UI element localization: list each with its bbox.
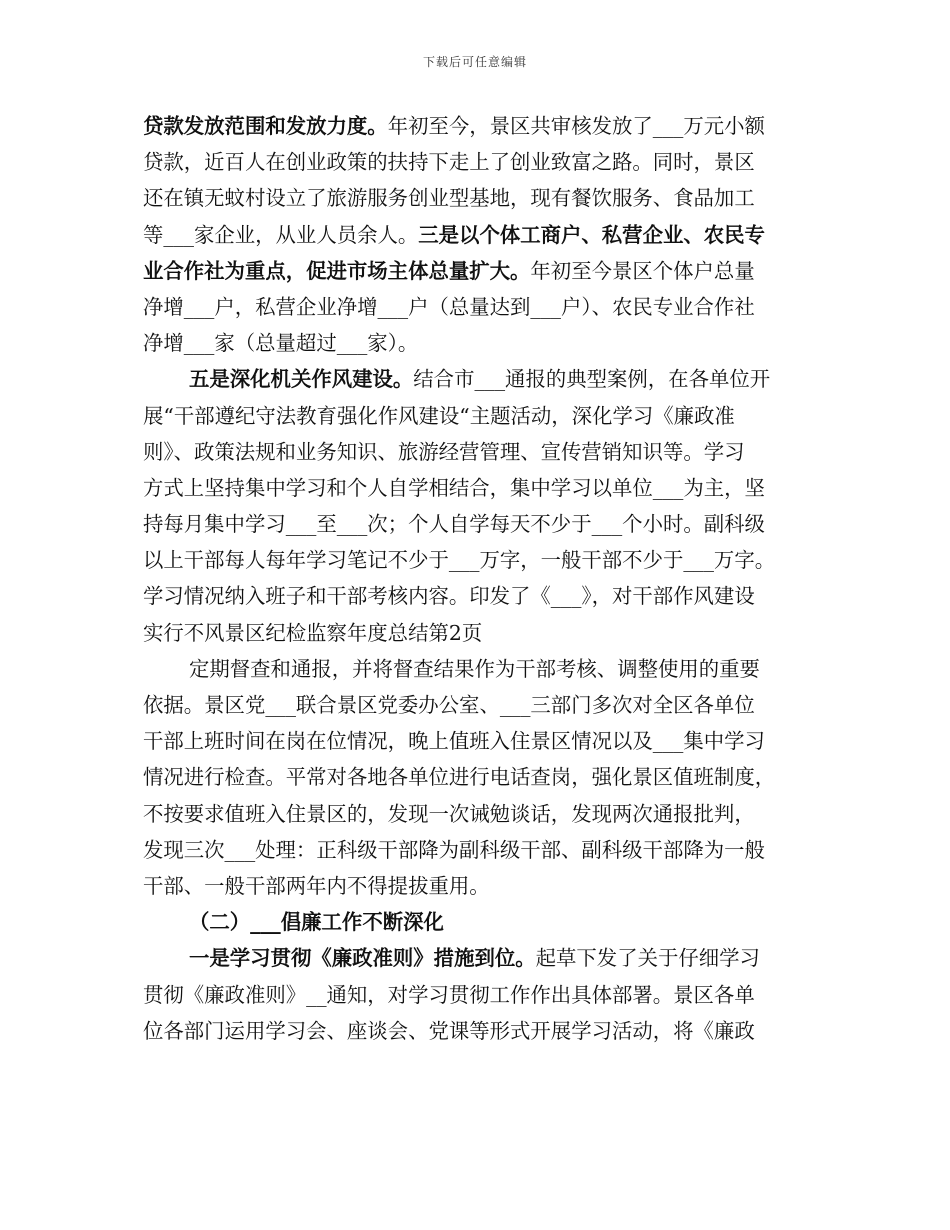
text-run: 贯彻《廉政准则》__通知，对学习贯彻工作作出具体部署。景区各单 xyxy=(143,982,755,1007)
text-run: 定期督查和通报，并将督查结果作为干部考核、调整使用的重要 xyxy=(189,656,760,681)
text-run: 年初至今，景区共审核发放了___万元小额 xyxy=(387,114,765,138)
text-line xyxy=(143,868,815,904)
text-run: 学习情况纳入班子和干部考核内容。印发了《___》，对干部作风建设 xyxy=(143,584,755,609)
bold-text-run: 一是学习贯彻《廉政准则》措施到位。 xyxy=(189,946,536,971)
bold-text-run: 三是以个体工商户、私营企业、农民专 xyxy=(418,222,765,247)
text-run: 起草下发了关于仔细学习 xyxy=(535,946,760,971)
text-line xyxy=(143,325,815,361)
text-run: 干部上班时间在岗在位情况，晚上值班入住景区情况以及___集中学习 xyxy=(143,729,765,754)
text-line xyxy=(143,977,815,1013)
bold-text-run: （二）___倡廉工作不断深化 xyxy=(189,910,444,935)
text-run: 不按要求值班入住景区的，发现一次诫勉谈话，发现两次通报批判， xyxy=(143,801,755,826)
text-line xyxy=(143,506,815,542)
text-line xyxy=(143,108,815,144)
text-run: 持每月集中学习___至___次；个人自学每天不少于___个小时。副科级 xyxy=(143,512,765,537)
text-line xyxy=(143,542,815,578)
text-run: 干部、一般干部两年内不得提拔重用。 xyxy=(143,873,490,898)
text-run: 等___家企业，从业人员余人。 xyxy=(143,222,419,247)
bold-text-run: 五是深化机关作风建设。 xyxy=(189,367,414,392)
text-run: 情况进行检查。平常对各地各单位进行电话查岗，强化景区值班制度， xyxy=(143,765,776,790)
text-line xyxy=(143,796,815,832)
text-run: 净增___户，私营企业净增___户（总量达到___户）、农民专业合作社 xyxy=(143,294,755,319)
text-line xyxy=(143,832,815,868)
text-line xyxy=(143,361,815,397)
text-run: 方式上坚持集中学习和个人自学相结合，集中学习以单位___为主，坚 xyxy=(143,475,765,500)
text-run: 则》、政策法规和业务知识、旅游经营管理、宣传营销知识等。学习 xyxy=(143,439,745,464)
text-line xyxy=(143,759,815,795)
text-line xyxy=(143,651,815,687)
text-run: 实行不风景区纪检监察年度总结第2页 xyxy=(143,620,483,645)
text-line xyxy=(143,578,815,614)
text-run: 年初至今景区个体户总量 xyxy=(530,258,755,283)
text-run: 贷款，近百人在创业政策的扶持下走上了创业致富之路。同时，景区 xyxy=(143,150,755,175)
text-line xyxy=(143,217,815,253)
text-run: 净增___家（总量超过___家）。 xyxy=(143,331,419,356)
text-line xyxy=(143,289,815,325)
text-run: 发现三次___处理：正科级干部降为副科级干部、副科级干部降为一般 xyxy=(143,837,765,862)
bold-text-run: 贷款发放范围和发放力度。 xyxy=(143,114,388,138)
document-body xyxy=(143,108,815,1049)
text-line xyxy=(143,398,815,434)
text-line xyxy=(143,1013,815,1049)
text-line xyxy=(143,615,815,651)
text-line xyxy=(143,180,815,216)
text-line xyxy=(143,687,815,723)
text-run: 以上干部每人每年学习笔记不少于___万字，一般干部不少于___万字。 xyxy=(143,548,776,573)
text-line xyxy=(143,144,815,180)
text-run: 展“干部遵纪守法教育强化作风建设“主题活动，深化学习《廉政准 xyxy=(143,403,735,428)
text-line xyxy=(143,470,815,506)
text-line xyxy=(143,253,815,289)
text-run: 依据。景区党___联合景区党委办公室、___三部门多次对全区各单位 xyxy=(143,693,755,717)
page-header-note: 下载后可任意编辑 xyxy=(422,55,527,69)
text-run: 还在镇无蚊村设立了旅游服务创业型基地，现有餐饮服务、食品加工 xyxy=(143,186,755,211)
text-line xyxy=(143,723,815,759)
bold-text-run: 业合作社为重点，促进市场主体总量扩大。 xyxy=(143,258,531,283)
text-line xyxy=(143,434,815,470)
text-line xyxy=(143,904,815,940)
text-line xyxy=(143,940,815,976)
text-run: 结合市___通报的典型案例，在各单位开 xyxy=(413,367,771,392)
text-run: 位各部门运用学习会、座谈会、党课等形式开展学习活动，将《廉政 xyxy=(143,1018,755,1043)
